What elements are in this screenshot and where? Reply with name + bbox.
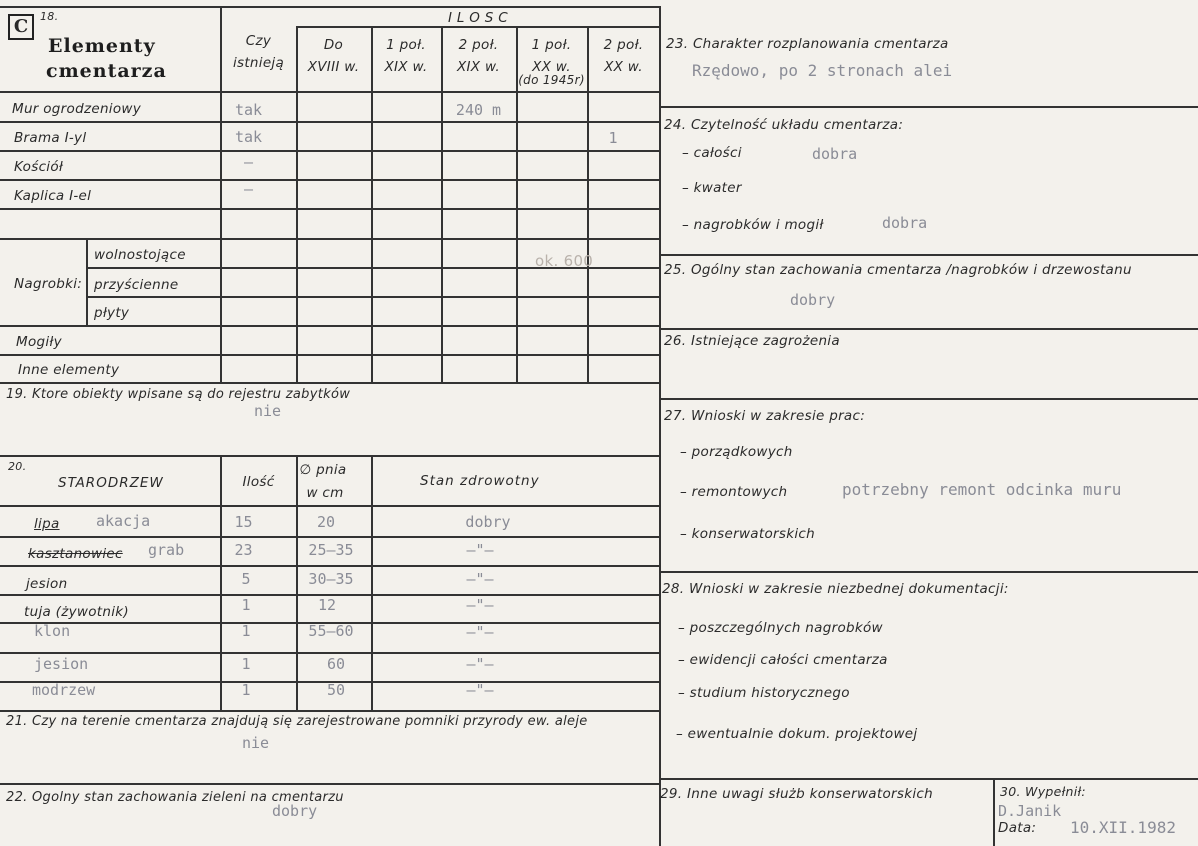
column-header: I L O S C bbox=[448, 10, 508, 26]
date-label: Data: bbox=[998, 820, 1037, 836]
faint-note: ok. 600 bbox=[535, 252, 594, 270]
tree-qty: 1 bbox=[241, 681, 251, 699]
divider bbox=[659, 6, 661, 846]
row-label: Kościół bbox=[14, 159, 64, 175]
rule bbox=[659, 571, 1198, 573]
tree-diameter: 55–60 bbox=[308, 622, 354, 640]
rule bbox=[441, 26, 443, 383]
rule bbox=[993, 778, 995, 846]
rule bbox=[0, 179, 660, 181]
section-label: 22. Ogolny stan zachowania zieleni na cmentarzu bbox=[6, 790, 344, 805]
tree-qty: 1 bbox=[241, 655, 251, 673]
row-label: Mur ogrodzeniowy bbox=[12, 101, 142, 117]
typed-value: potrzebny remont odcinka muru bbox=[842, 480, 1122, 499]
tree-typed: modrzew bbox=[32, 681, 96, 699]
tree-typed: jesion bbox=[34, 655, 89, 673]
card-letter: C bbox=[8, 14, 34, 40]
tree-qty: 15 bbox=[234, 513, 253, 531]
row-label: przyścienne bbox=[94, 277, 179, 293]
row-label: Mogiły bbox=[16, 334, 62, 350]
column-header: XX w. bbox=[604, 59, 643, 75]
tree-health: –"– bbox=[466, 655, 494, 673]
tree-typed: akacja bbox=[96, 512, 151, 530]
typed-value: dobry bbox=[272, 802, 318, 820]
rule bbox=[0, 783, 660, 785]
rule bbox=[296, 26, 298, 383]
tree-diameter: 60 bbox=[326, 655, 346, 673]
typed-value: tak bbox=[234, 101, 263, 119]
rule bbox=[86, 238, 88, 326]
rule bbox=[659, 398, 1198, 400]
rule bbox=[0, 565, 660, 567]
tree-printed: lipa bbox=[34, 516, 60, 532]
column-header: istnieją bbox=[232, 55, 285, 71]
column-header: XIX w. bbox=[384, 59, 428, 75]
column-header: w cm bbox=[306, 485, 344, 501]
list-item: – kwater bbox=[682, 180, 742, 196]
column-header: XX w. bbox=[532, 59, 571, 75]
section-label: 27. Wnioski w zakresie prac: bbox=[664, 408, 866, 424]
column-header: XIX w. bbox=[456, 59, 501, 75]
typed-value: 240 m bbox=[455, 101, 502, 119]
section-title: cmentarza bbox=[46, 60, 167, 82]
rule bbox=[0, 6, 660, 8]
column-header: XVIII w. bbox=[307, 59, 360, 75]
tree-typed: klon bbox=[34, 622, 71, 640]
list-item: – ewentualnie dokum. projektowej bbox=[676, 726, 918, 742]
column-header: STARODRZEW bbox=[58, 475, 164, 491]
typed-value: – bbox=[243, 153, 254, 171]
rule bbox=[371, 26, 373, 383]
section-label: 25. Ogólny stan zachowania cmentarza /nagrobków i drzewostanu bbox=[664, 262, 1132, 278]
tree-qty: 5 bbox=[241, 570, 251, 588]
tree-health: –"– bbox=[466, 596, 494, 614]
rule bbox=[0, 208, 660, 210]
list-item: – konserwatorskich bbox=[680, 526, 815, 542]
section-label: 28. Wnioski w zakresie niezbednej dokumentacji: bbox=[662, 581, 1009, 597]
section-label: 29. Inne uwagi służb konserwatorskich bbox=[660, 786, 933, 802]
section-label: 26. Istniejące zagrożenia bbox=[664, 333, 840, 349]
rule bbox=[0, 325, 660, 327]
list-item: – porządkowych bbox=[680, 444, 793, 460]
column-header: Czy bbox=[245, 33, 272, 49]
tree-diameter: 50 bbox=[326, 681, 346, 699]
typed-value: Rzędowo, po 2 stronach alei bbox=[692, 61, 953, 80]
tree-health: dobry bbox=[465, 513, 511, 531]
rule bbox=[659, 106, 1198, 108]
rule bbox=[86, 296, 660, 298]
tree-health: –"– bbox=[466, 681, 494, 699]
section-number: 20. bbox=[8, 460, 27, 473]
rule bbox=[0, 150, 660, 152]
row-label: Inne elementy bbox=[18, 362, 120, 378]
tree-health: –"– bbox=[466, 570, 494, 588]
rule bbox=[0, 91, 660, 93]
tree-printed: tuja (żywotnik) bbox=[24, 604, 129, 620]
date-value: 10.XII.1982 bbox=[1070, 818, 1176, 837]
column-header: 1 poł. bbox=[386, 37, 426, 53]
rule bbox=[0, 505, 660, 507]
tree-health: –"– bbox=[466, 541, 494, 559]
section-label: 30. Wypełnił: bbox=[1000, 784, 1086, 799]
rule bbox=[0, 121, 660, 123]
column-header: Ilość bbox=[242, 474, 275, 490]
list-item: – całości bbox=[682, 145, 742, 161]
tree-printed: jesion bbox=[26, 576, 68, 592]
rule bbox=[296, 26, 660, 28]
rule bbox=[0, 536, 660, 538]
tree-qty: 1 bbox=[241, 622, 251, 640]
column-header: ∅ pnia bbox=[299, 462, 347, 478]
rule bbox=[0, 710, 660, 712]
rule bbox=[0, 354, 660, 356]
row-label: Kaplica I-el bbox=[14, 188, 92, 204]
rule bbox=[0, 455, 660, 457]
column-header: Stan zdrowotny bbox=[420, 473, 540, 489]
column-header: 2 poł. bbox=[458, 37, 499, 53]
tree-typed: grab bbox=[148, 541, 185, 559]
rule bbox=[659, 254, 1198, 256]
column-header: Do bbox=[323, 37, 344, 53]
rule bbox=[0, 238, 660, 240]
typed-value: dobra bbox=[812, 145, 858, 163]
typed-value: nie bbox=[242, 734, 270, 752]
rule bbox=[0, 382, 660, 384]
list-item: – nagrobków i mogił bbox=[682, 217, 824, 233]
row-label: wolnostojące bbox=[94, 247, 186, 263]
tree-health: –"– bbox=[466, 623, 494, 641]
typed-value: tak bbox=[234, 128, 263, 146]
typed-value: dobra bbox=[882, 214, 928, 232]
tree-printed: kasztanowiec bbox=[28, 546, 123, 562]
typed-value: 1 bbox=[608, 129, 618, 147]
tree-diameter: 12 bbox=[317, 596, 337, 614]
section-number: 18. bbox=[40, 10, 59, 23]
typed-value: – bbox=[243, 180, 254, 198]
filled-by: D.Janik bbox=[998, 802, 1062, 820]
typed-value: dobry bbox=[790, 291, 836, 309]
column-header: (do 1945r) bbox=[518, 73, 585, 87]
row-label: płyty bbox=[94, 305, 130, 321]
section-title: Elementy bbox=[48, 35, 156, 57]
column-header: 2 poł. bbox=[603, 37, 644, 53]
rule bbox=[0, 652, 660, 654]
section-label: 23. Charakter rozplanowania cmentarza bbox=[666, 36, 949, 52]
section-label: 24. Czytelność układu cmentarza: bbox=[664, 117, 904, 133]
list-item: – remontowych bbox=[680, 484, 788, 500]
list-item: – ewidencji całości cmentarza bbox=[678, 652, 888, 668]
tree-diameter: 25–35 bbox=[308, 541, 354, 559]
tree-qty: 1 bbox=[241, 596, 251, 614]
tree-diameter: 20 bbox=[316, 513, 336, 531]
tree-diameter: 30–35 bbox=[308, 570, 354, 588]
list-item: – poszczególnych nagrobków bbox=[678, 620, 883, 636]
section-label: 21. Czy na terenie cmentarza znajdują się zarejestrowane pomniki przyrody ew. aleje bbox=[6, 714, 588, 729]
rule bbox=[659, 778, 1198, 780]
typed-value: nie bbox=[254, 402, 282, 420]
rule bbox=[659, 328, 1198, 330]
rule bbox=[587, 26, 589, 383]
row-label: Brama I-yl bbox=[14, 130, 87, 146]
row-label: Nagrobki: bbox=[14, 276, 83, 292]
list-item: – studium historycznego bbox=[678, 685, 850, 701]
tree-qty: 23 bbox=[234, 541, 253, 559]
section-label: 19. Ktore obiekty wpisane są do rejestru zabytków bbox=[6, 387, 351, 402]
column-header: 1 poł. bbox=[531, 37, 572, 53]
